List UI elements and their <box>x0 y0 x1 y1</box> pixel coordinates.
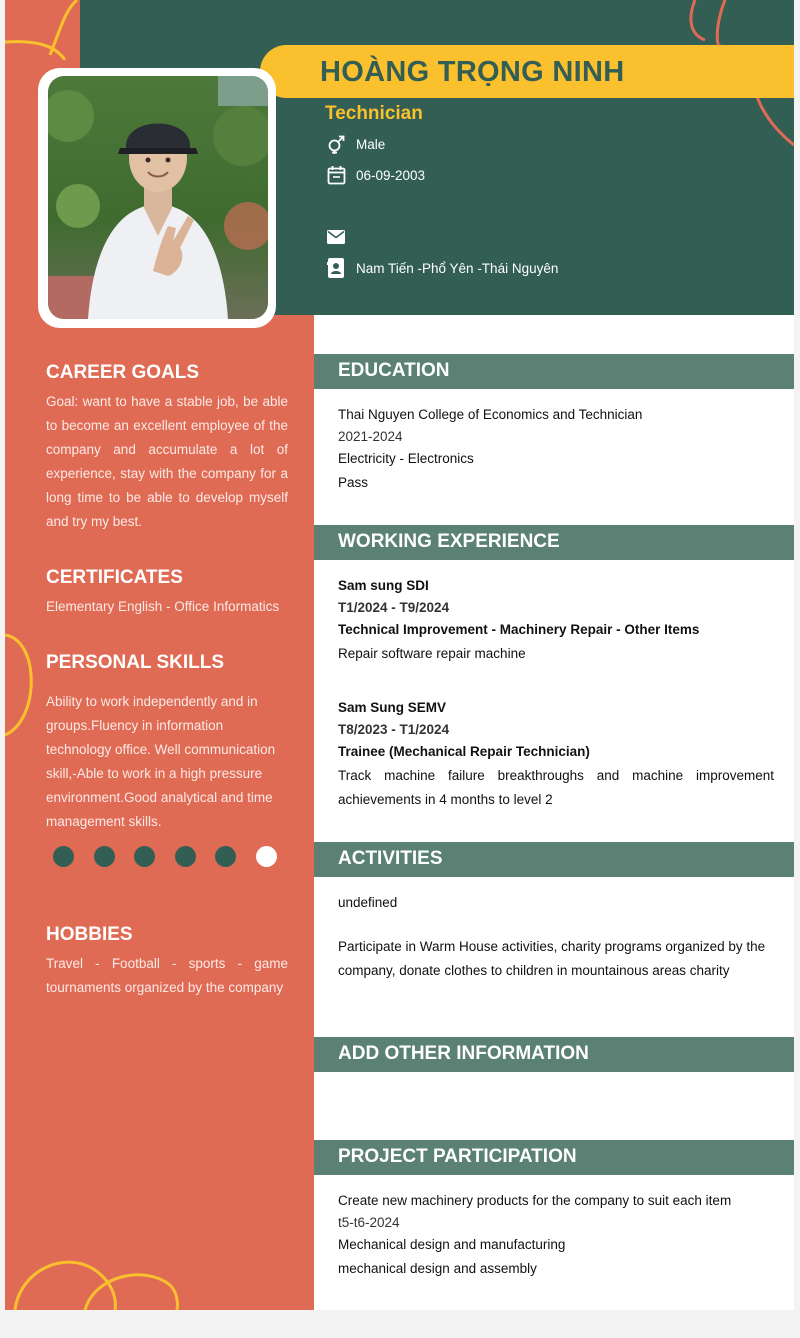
activities-heading: ACTIVITIES <box>338 848 443 869</box>
education-major: Electricity - Electronics <box>338 451 474 466</box>
address-row <box>325 257 558 279</box>
other-info-heading: ADD OTHER INFORMATION <box>338 1043 589 1064</box>
project-name: Create new machinery products for the company to suit each item <box>338 1193 732 1208</box>
other-info-header <box>314 1037 794 1072</box>
resume-page <box>5 0 794 1310</box>
career-goals-heading: CAREER GOALS <box>46 362 200 383</box>
experience-description: Track machine failure breakthroughs and machine improvement achievements in 4 months to level 2 <box>338 768 774 807</box>
experience-period: T8/2023 - T1/2024 <box>338 722 450 737</box>
activities-title: undefined <box>338 895 398 910</box>
personal-skills-text: Ability to work independently and in groups.Fluency in information technology office. Well communication skill,-Able to work in a high pressure environment.Good analytical and time management skills. <box>46 694 276 829</box>
activities-header <box>314 842 794 877</box>
certificates-heading: CERTIFICATES <box>46 567 183 588</box>
education-period: 2021-2024 <box>338 429 403 444</box>
personal-skills-heading: PERSONAL SKILLS <box>46 652 225 673</box>
education-header <box>314 354 794 389</box>
experience-company: Sam Sung SEMV <box>338 700 447 715</box>
skill-dot-filled <box>175 846 196 867</box>
experience-header <box>314 525 794 560</box>
experience-company: Sam sung SDI <box>338 578 429 593</box>
envelope-icon <box>325 226 347 248</box>
projects-header <box>314 1140 794 1175</box>
gender-value: Male <box>356 136 386 152</box>
profile-photo-frame <box>38 68 276 328</box>
candidate-name: HOÀNG TRỌNG NINH <box>320 56 625 88</box>
hobbies-heading: HOBBIES <box>46 924 133 945</box>
dob-row <box>325 164 425 186</box>
hobbies-text: Travel - Football - sports - game tournaments organized by the company <box>46 956 288 995</box>
skill-dot-filled <box>215 846 236 867</box>
experience-period: T1/2024 - T9/2024 <box>338 600 450 615</box>
experience-heading: WORKING EXPERIENCE <box>338 531 560 552</box>
job-title: Technician <box>325 103 423 124</box>
projects-heading: PROJECT PARTICIPATION <box>338 1146 577 1167</box>
activities-description: Participate in Warm House activities, charity programs organized by the company, donate clothes to children in mountainous areas charity <box>338 939 766 978</box>
skill-dot-filled <box>53 846 74 867</box>
email-row <box>325 226 356 248</box>
dob-value: 06-09-2003 <box>356 167 426 183</box>
education-result: Pass <box>338 475 369 490</box>
project-role: Mechanical design and manufacturing <box>338 1237 566 1252</box>
skill-dot-empty <box>256 846 277 867</box>
certificates-text: Elementary English - Office Informatics <box>46 599 280 614</box>
career-goals-text: Goal: want to have a stable job, be able to become an excellent employee of the company and accumulate a lot of experience, stay with the company for a long time to be able to develop myself and try my best. <box>46 394 288 529</box>
experience-position: Trainee (Mechanical Repair Technician) <box>338 744 590 759</box>
gender-row <box>325 133 385 155</box>
project-period: t5-t6-2024 <box>338 1215 400 1230</box>
skill-dot-filled <box>94 846 115 867</box>
experience-position: Technical Improvement - Machinery Repair - Other Items <box>338 622 700 637</box>
education-heading: EDUCATION <box>338 360 450 381</box>
skill-dot-filled <box>134 846 155 867</box>
profile-photo <box>48 76 268 319</box>
address-value: Nam Tiến -Phổ Yên -Thái Nguyên <box>356 260 559 276</box>
project-description: mechanical design and assembly <box>338 1261 537 1276</box>
gender-icon <box>325 133 347 155</box>
education-school: Thai Nguyen College of Economics and Technician <box>338 407 643 422</box>
contact-card-icon <box>325 257 347 279</box>
skill-rating <box>53 846 296 867</box>
experience-description: Repair software repair machine <box>338 646 526 661</box>
calendar-icon <box>325 164 347 186</box>
